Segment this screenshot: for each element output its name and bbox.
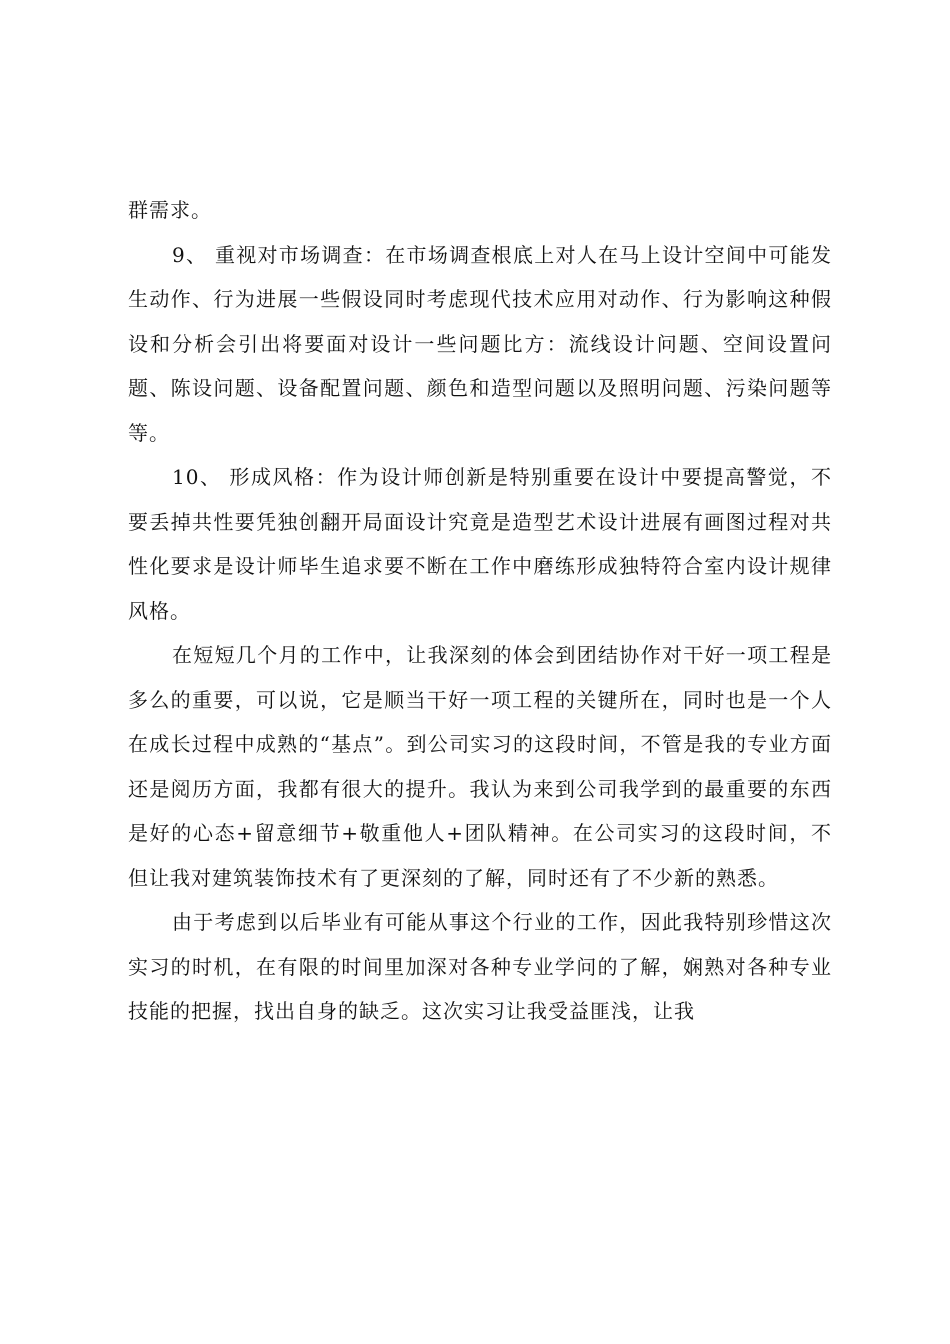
paragraph-teamwork: 在短短几个月的工作中，让我深刻的体会到团结协作对干好一项工程是多么的重要，可以说，它是顺当干好一项工程的关键所在，同时也是一个人在成长过程中成熟的“基点”。到公司实习的这段时间，不管是我的专业方面还是阅历方面，我都有很大的提升。我认为来到公司我学到的最重要的东西是好的心态+留意细节+敬重他人+团队精神。在公司实习的这段时间，不但让我对建筑装饰技术有了更深刻的了解，同时还有了不少新的熟悉。: [128, 643, 832, 890]
paragraph-internship: 由于考虑到以后毕业有可能从事这个行业的工作，因此我特别珍惜这次实习的时机，在有限的时间里加深对各种专业学问的了解，娴熟对各种专业技能的把握，找出自身的缺乏。这次实习让我受益匪浅，让我: [128, 910, 832, 1023]
document-body: [128, 188, 832, 1034]
paragraph-item-10: 10、 形成风格：作为设计师创新是特别重要在设计中要提高警觉，不要丢掉共性要凭独创翻开局面设计究竟是造型艺术设计进展有画图过程对共性化要求是设计师毕生追求要不断在工作中磨练形成独特符合室内设计规律风格。: [128, 465, 832, 623]
paragraph-item-9: 9、 重视对市场调查：在市场调查根底上对人在马上设计空间中可能发生动作、行为进展一些假设同时考虑现代技术应用对动作、行为影响这种假设和分析会引出将要面对设计一些问题比方：流线设计问题、空间设置问题、陈设问题、设备配置问题、颜色和造型问题以及照明问题、污染问题等等。: [128, 242, 832, 445]
paragraph-continuation: 群需求。: [128, 198, 212, 222]
